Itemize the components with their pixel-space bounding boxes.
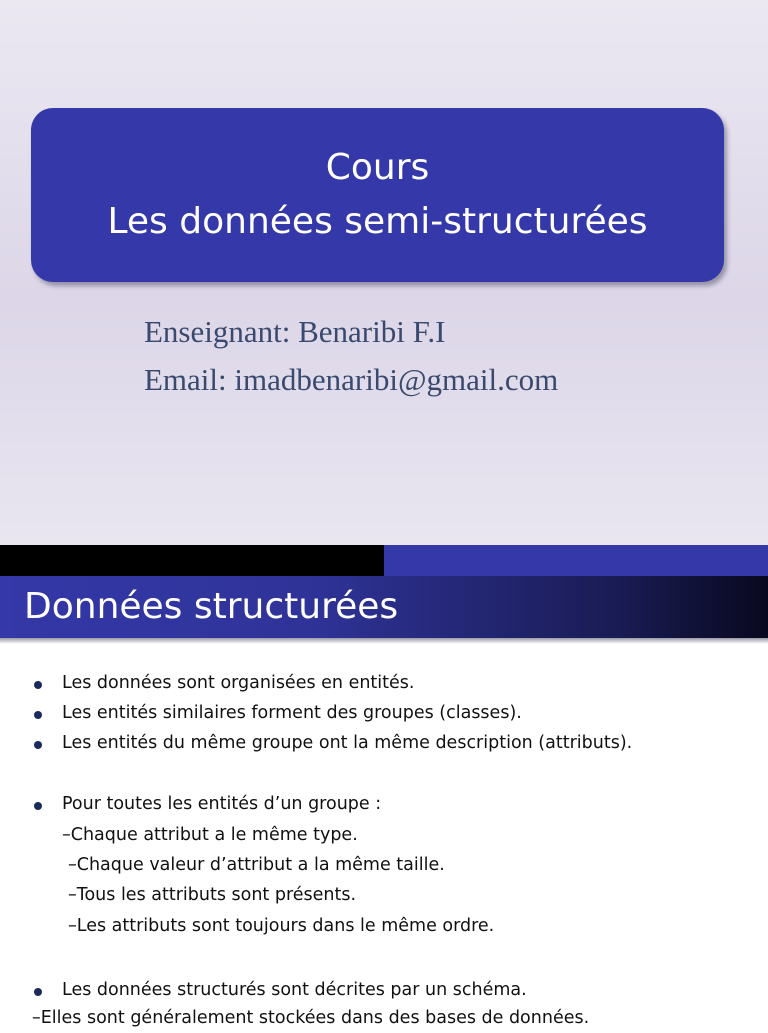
sub-item: –Chaque attribut a le même type. [62, 825, 358, 845]
sub-item: –Les attributs sont toujours dans le même ordre. [68, 916, 495, 936]
teacher-name: Enseignant: Benaribi F.I [144, 314, 446, 349]
title-line-2: Les données semi-structurées [107, 201, 648, 242]
bullet-item: Les entités similaires forment des groupes (classes). [62, 703, 522, 723]
sub-item: –Tous les attributs sont présents. [68, 885, 357, 905]
slide2-header [0, 576, 768, 638]
header-shadow [0, 638, 768, 644]
bullet-dot [34, 802, 42, 810]
title-line-1: Cours [325, 147, 430, 188]
bullet-dot [34, 711, 42, 719]
bullet-item: Les entités du même groupe ont la même description (attributs). [62, 733, 633, 753]
title-box [31, 108, 724, 282]
bullet-dot [34, 988, 42, 996]
sub-item: –Chaque valeur d’attribut a la même taille. [68, 855, 445, 875]
author-info [144, 308, 558, 404]
bullet-dot [34, 741, 42, 749]
bullet-dot [34, 681, 42, 689]
bullet-item: Les données sont organisées en entités. [62, 673, 415, 693]
sub-item: –Elles sont généralement stockées dans des bases de données. [32, 1008, 590, 1028]
bullet-item: Pour toutes les entités d’un groupe : [62, 794, 382, 814]
bullet-item: Les données structurés sont décrites par un schéma. [62, 980, 527, 1000]
slide2-title: Données structurées [24, 586, 399, 627]
divider-accent [384, 545, 768, 576]
teacher-email: Email: imadbenaribi@gmail.com [144, 362, 559, 397]
slide-divider [0, 545, 768, 576]
